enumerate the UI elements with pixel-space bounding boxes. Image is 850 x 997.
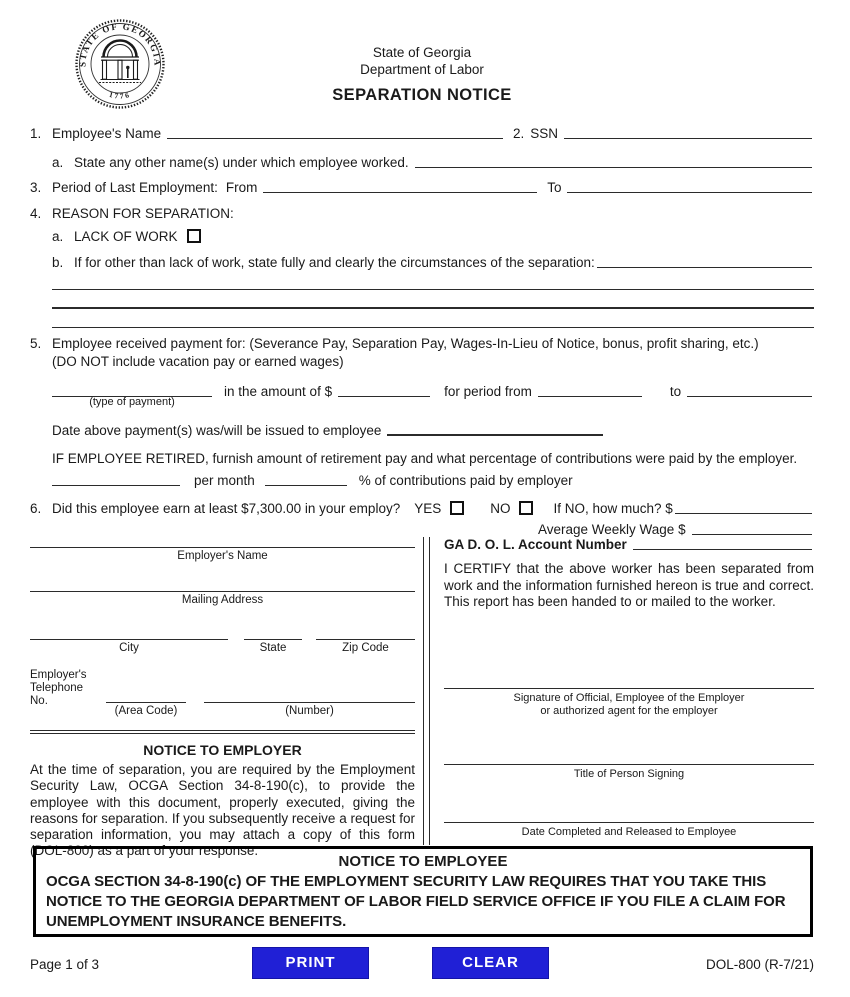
print-button[interactable]: PRINT	[252, 947, 369, 979]
amount-label: in the amount of $	[224, 384, 333, 399]
mailing-address-caption: Mailing Address	[181, 594, 264, 606]
separation-circumstances-line2[interactable]	[52, 271, 814, 290]
earn-yes-checkbox[interactable]	[450, 501, 464, 515]
form-code: DOL-800 (R-7/21)	[705, 957, 814, 972]
q4a-label: LACK OF WORK	[74, 229, 178, 244]
percent-label: % of contributions paid by employer	[358, 473, 573, 488]
date-completed-caption: Date Completed and Released to Employee	[521, 825, 737, 838]
q4-label: REASON FOR SEPARATION:	[52, 206, 234, 221]
q6-label: Did this employee earn at least $7,300.00 in your employ?	[52, 501, 401, 516]
q1-number: 1.	[30, 126, 42, 141]
retirement-percent-field[interactable]	[265, 484, 347, 486]
other-names-field[interactable]	[415, 166, 812, 168]
average-weekly-wage-field[interactable]	[692, 533, 812, 535]
q5-number: 5.	[30, 336, 42, 351]
earn-no-checkbox[interactable]	[519, 501, 533, 515]
column-divider	[423, 537, 430, 845]
header-department: Department of Labor	[360, 62, 484, 77]
certify-text: I CERTIFY that the above worker has been separated from work and the information furnished hereon is true and correct. This report has been handed to or mailed to the worker.	[444, 561, 814, 609]
area-code-caption: (Area Code)	[114, 705, 178, 717]
signature-field[interactable]	[444, 688, 814, 718]
gdol-account-number-field[interactable]	[633, 548, 812, 550]
q3-from-label: From	[225, 180, 258, 195]
q5-label: Employee received payment for: (Severance Pay, Separation Pay, Wages-In-Lieu of Notice, bonus, profit sharing, etc.)	[52, 336, 759, 351]
seal-bottom-text: 1776	[108, 89, 132, 101]
q4a-number: a.	[52, 229, 64, 244]
employment-from-field[interactable]	[263, 191, 537, 193]
notice-employee-body: OCGA SECTION 34-8-190(c) OF THE EMPLOYMENT SECURITY LAW REQUIRES THAT YOU TAKE THIS NOTICE TO THE GEORGIA DEPARTMENT OF LABOR FIELD SERVICE OFFICE IF YOU FILE A CLAIM FOR UNEMPLOYMENT INSURANCE BENEFITS.	[46, 873, 786, 930]
q2-number: 2.	[512, 126, 525, 141]
q6-number: 6.	[30, 501, 42, 516]
q4-number: 4.	[30, 206, 42, 221]
q4b-label: If for other than lack of work, state fully and clearly the circumstances of the separation:	[74, 255, 595, 270]
notice-employer-body: At the time of separation, you are required by the Employment Security Law, OCGA Section 34-8-190(c), to provide the employee with this document, properly executed, giving the reasons for separation. If you subsequently receive a request for separation information, you may attach a copy of this form (DOL-800) as a part of your response.	[30, 762, 415, 859]
title-caption: Title of Person Signing	[573, 767, 685, 780]
q2-label: SSN	[530, 126, 558, 141]
q1a-label: State any other name(s) under which employee worked.	[74, 155, 409, 170]
per-month-label: per month	[194, 473, 255, 488]
if-no-amount-field[interactable]	[675, 512, 812, 514]
separation-circumstances-line4[interactable]	[52, 309, 814, 328]
q3-label: Period of Last Employment:	[52, 180, 218, 195]
payment-period-from-field[interactable]	[538, 395, 642, 397]
signature-caption-line2: or authorized agent for the employer	[540, 704, 718, 717]
telephone-label: Employer's Telephone No.	[30, 669, 87, 707]
form-footer	[30, 946, 814, 986]
separation-circumstances-line3[interactable]	[52, 290, 814, 309]
page-title: SEPARATION NOTICE	[332, 86, 512, 104]
gdol-account-label: GA D. O. L. Account Number	[444, 537, 627, 552]
q5-note: (DO NOT include vacation pay or earned wages)	[52, 354, 344, 369]
q1-label: Employee's Name	[52, 126, 162, 141]
seal-arch-emblem	[99, 41, 141, 83]
payment-issue-date-field[interactable]	[387, 434, 603, 436]
retired-label: IF EMPLOYEE RETIRED, furnish amount of retirement pay and what percentage of contributions were paid by the employer.	[52, 451, 798, 466]
seal-top-text: STATE OF GEORGIA	[77, 21, 163, 68]
retirement-per-month-field[interactable]	[52, 484, 180, 486]
zip-code-caption: Zip Code	[342, 642, 389, 654]
payment-type-field[interactable]	[52, 395, 212, 408]
employer-column	[30, 537, 415, 859]
ssn-field[interactable]	[564, 137, 812, 139]
notice-employee-title: NOTICE TO EMPLOYEE	[338, 853, 508, 870]
q3-to-label: To	[547, 180, 562, 195]
notice-employer-title: NOTICE TO EMPLOYER	[143, 742, 302, 758]
separation-circumstances-field[interactable]	[597, 266, 812, 268]
double-rule	[30, 730, 415, 734]
certification-column	[430, 537, 814, 845]
payment-period-to-field[interactable]	[687, 395, 812, 397]
period-to-label: to	[669, 384, 682, 399]
payment-type-caption: (type of payment)	[89, 396, 175, 408]
avg-weekly-wage-label: Average Weekly Wage $	[538, 522, 686, 537]
if-no-label: If NO, how much? $	[553, 501, 673, 516]
payment-date-label: Date above payment(s) was/will be issued to employee	[52, 423, 382, 438]
form-header	[30, 20, 814, 120]
state-caption: State	[259, 642, 287, 654]
q1a-number: a.	[52, 155, 64, 170]
employer-certification-section	[30, 537, 814, 859]
no-label: NO	[490, 501, 511, 516]
clear-button[interactable]: CLEAR	[432, 947, 549, 979]
period-from-label: for period from	[444, 384, 532, 399]
q3-number: 3.	[30, 180, 42, 195]
q4b-number: b.	[52, 255, 64, 270]
payment-amount-field[interactable]	[338, 395, 430, 397]
employee-name-field[interactable]	[167, 137, 503, 139]
employment-to-field[interactable]	[567, 191, 812, 193]
phone-number-caption: (Number)	[285, 705, 334, 717]
georgia-state-seal-icon	[74, 18, 166, 110]
notice-employee-box	[33, 846, 813, 937]
page-indicator: Page 1 of 3	[30, 957, 100, 972]
title-of-person-field[interactable]	[444, 764, 814, 781]
header-state: State of Georgia	[372, 45, 472, 60]
yes-label: YES	[414, 501, 442, 516]
employer-name-caption: Employer's Name	[177, 550, 268, 562]
date-completed-field[interactable]	[444, 822, 814, 839]
lack-of-work-checkbox[interactable]	[187, 229, 201, 243]
svg-text:1776	[108, 90, 132, 101]
signature-caption-line1: Signature of Official, Employee of the Employer	[513, 691, 745, 704]
city-caption: City	[119, 642, 139, 654]
